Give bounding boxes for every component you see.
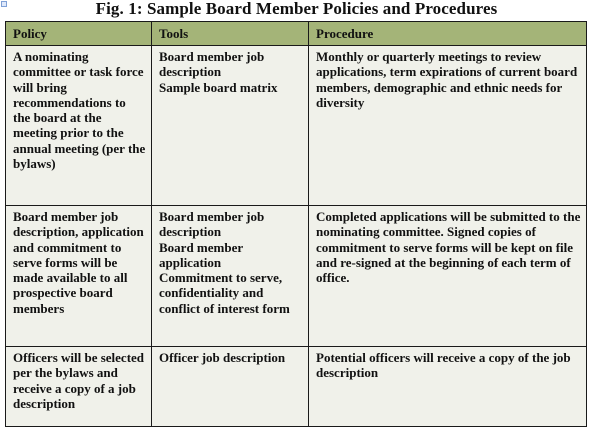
tool-item: Board member application [159, 239, 243, 270]
procedure-cell: Monthly or quarterly meetings to review applications, term expirations of current board members, demographic and ethnic needs for diversity [309, 46, 587, 206]
figure-title: Fig. 1: Sample Board Member Policies and Procedures [95, 0, 498, 18]
tools-cell [152, 206, 309, 347]
table-row [6, 46, 587, 206]
table-row [6, 206, 587, 347]
header-policy: Policy [6, 22, 152, 46]
tool-item: Officer job description [159, 350, 286, 365]
tool-item: Board member job description [159, 209, 265, 240]
tool-item: Sample board matrix [159, 79, 278, 95]
tools-cell [152, 46, 309, 206]
procedure-cell: Completed applications will be submitted to the nominating committee. Signed copies of commitment to serve forms will be kept on file and re-signed at the beginning of each term of office. [309, 206, 587, 347]
policy-cell: A nominating committee or task force will bring recommendations to the board at the meeting prior to the annual meeting (per the bylaws) [6, 46, 152, 206]
procedure-cell: Potential officers will receive a copy of the job description [309, 347, 587, 427]
tool-item: Board member job description [159, 49, 265, 80]
table-header-row [6, 22, 587, 46]
policy-cell: Board member job description, application and commitment to serve forms will be made available to all prospective board members [6, 206, 152, 347]
table-row [6, 347, 587, 427]
policy-cell: Officers will be selected per the bylaws and receive a copy of a job description [6, 347, 152, 427]
policies-table [5, 21, 587, 427]
tools-cell [152, 347, 309, 427]
header-procedure: Procedure [309, 22, 587, 46]
tool-item: Commitment to serve, confidentiality and conflict of interest form [159, 270, 290, 316]
header-tools: Tools [152, 22, 309, 46]
